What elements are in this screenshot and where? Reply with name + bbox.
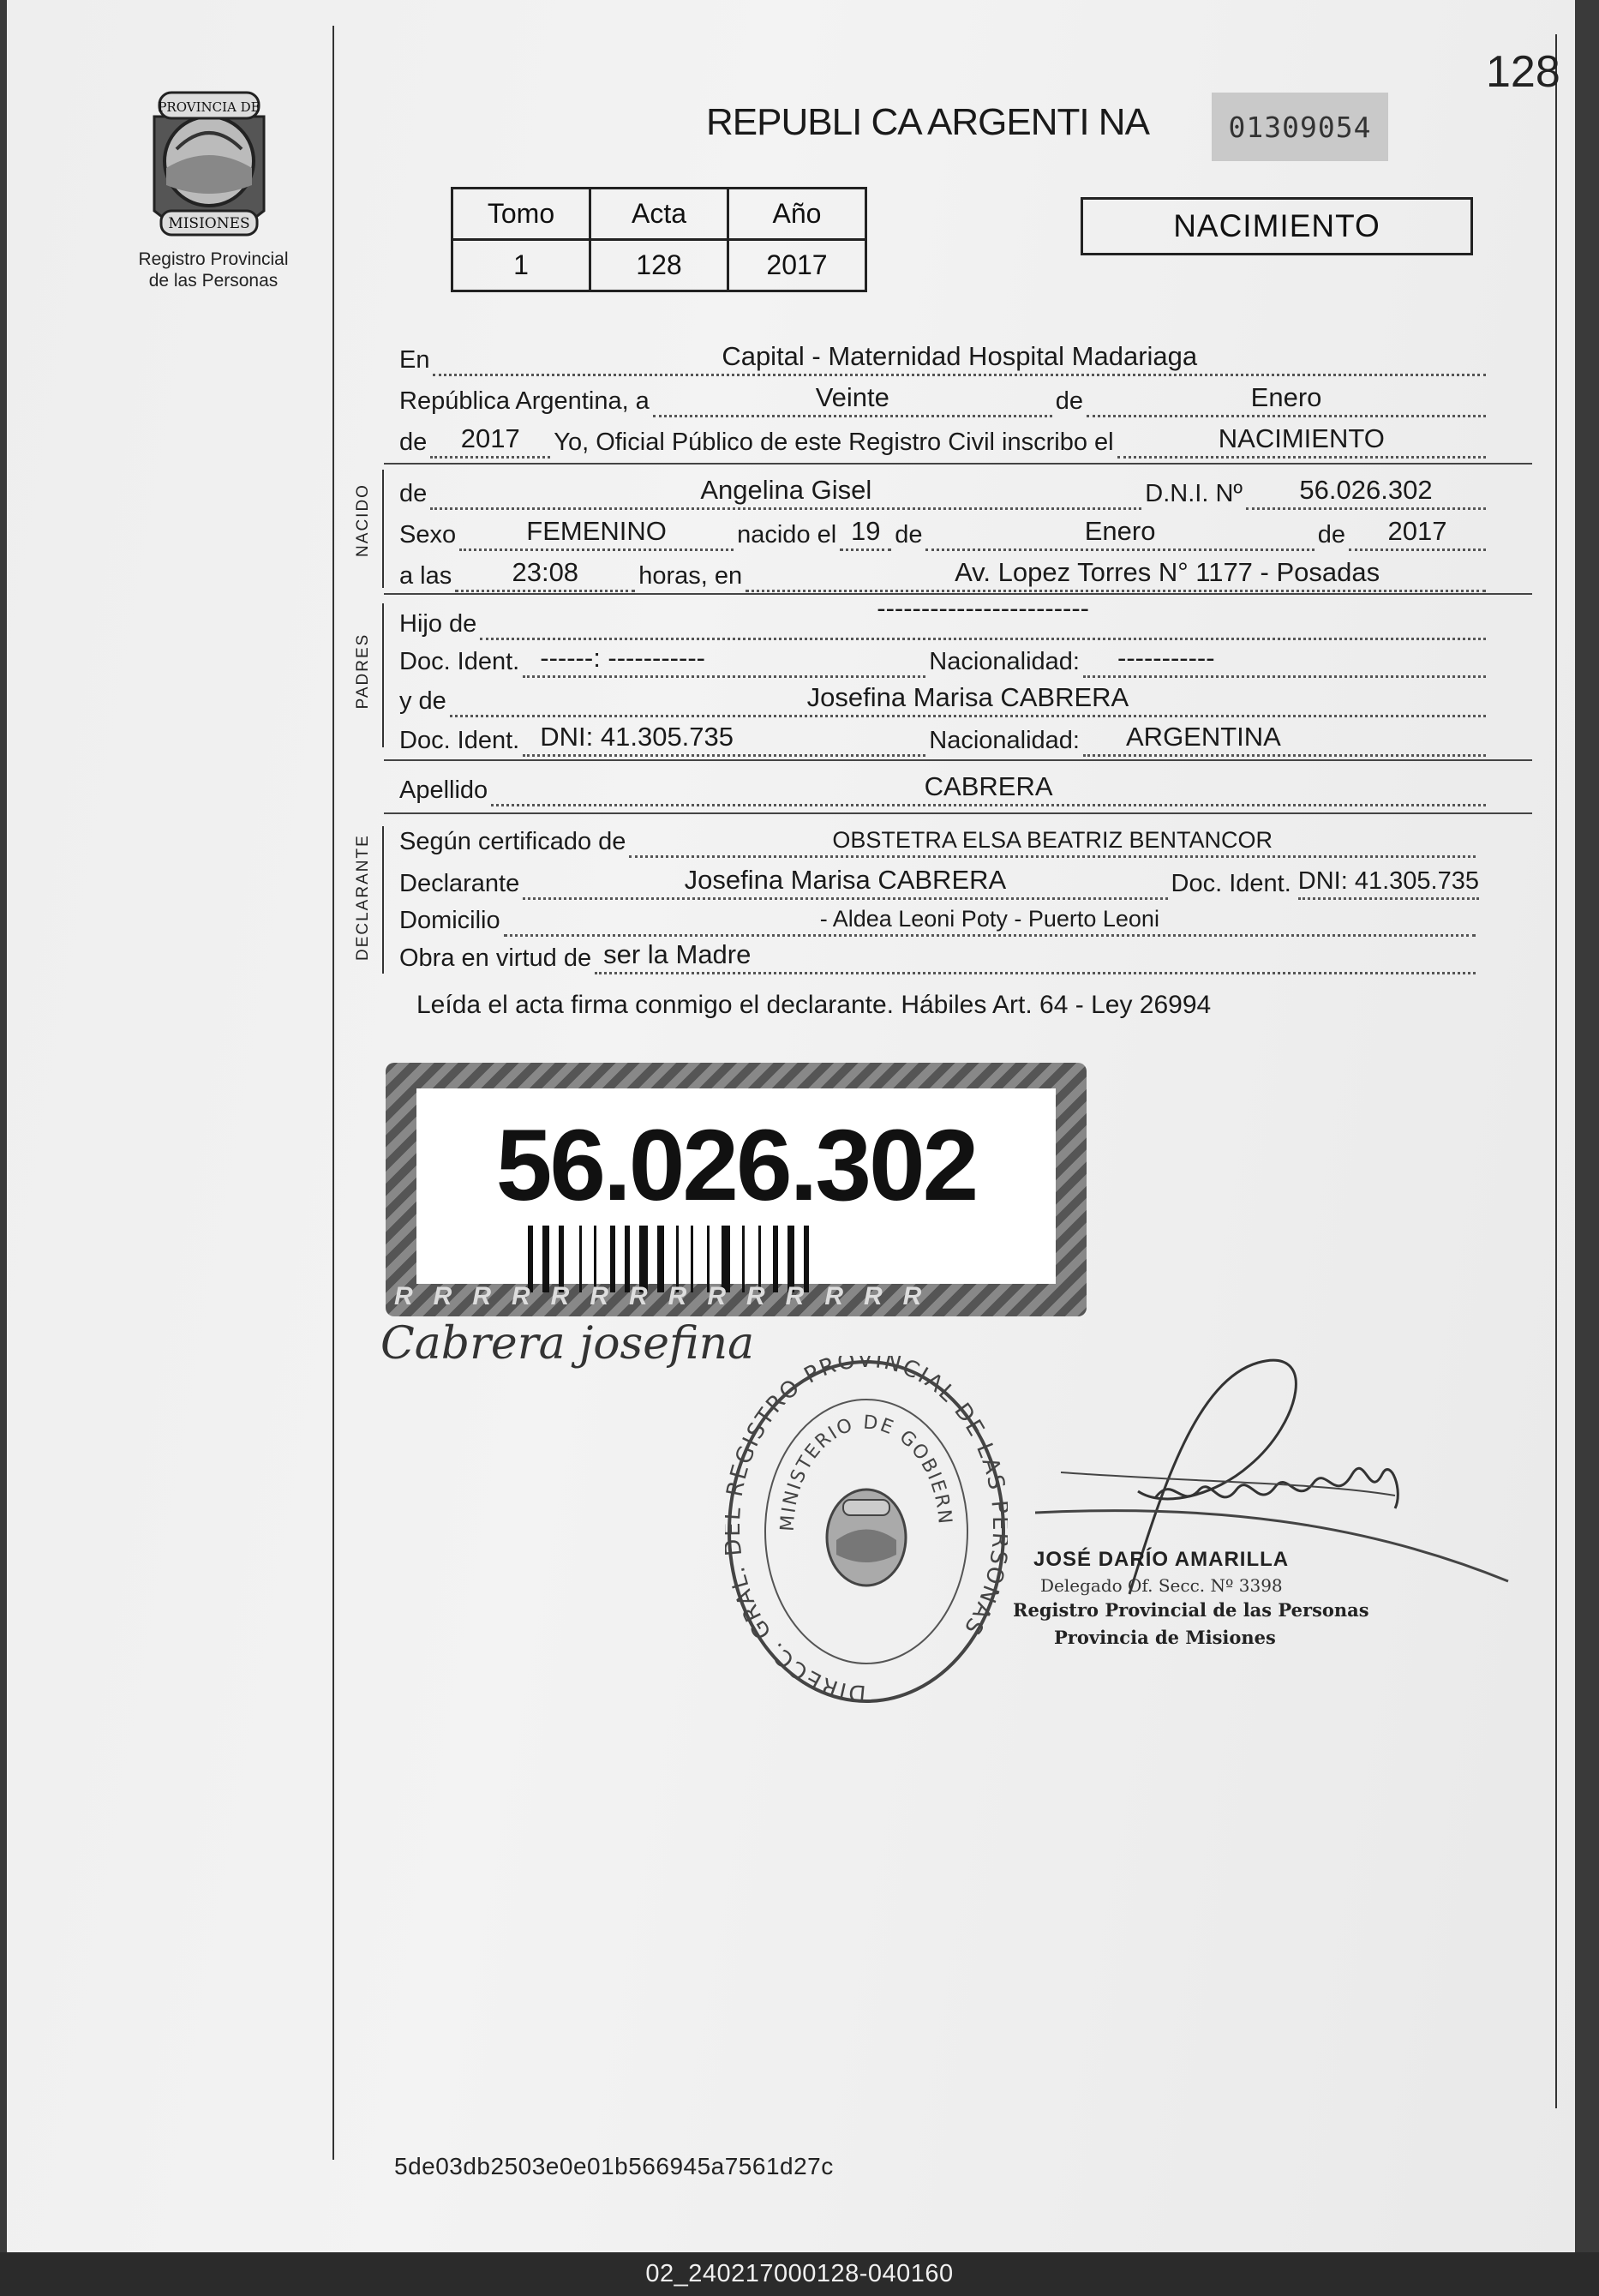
de-label: de xyxy=(1055,387,1084,415)
reference-table-values xyxy=(452,240,866,291)
declarante-bracket xyxy=(382,826,384,974)
seal-outer-text: DIRECC. GRAL. EGISTRO PROVINCIAL DE LAS ONAS xyxy=(725,1356,1008,1706)
dni-barcode-card xyxy=(386,1063,1087,1316)
divider xyxy=(384,759,1532,761)
declarante-doc-value: DNI: 41.305.735 xyxy=(1298,867,1479,900)
apellido-row xyxy=(399,771,1489,806)
father-name-value: ------------------------ xyxy=(877,593,1090,623)
horas-label: horas, en xyxy=(638,562,743,590)
mother-nationality-value: ARGENTINA xyxy=(1126,722,1281,752)
intro-place-row xyxy=(399,341,1489,376)
ref-header-ano: Año xyxy=(728,189,866,240)
logo-bottom-text: MISIONES xyxy=(168,215,250,232)
declarante-capacity-row xyxy=(399,939,1479,974)
official-name: JOSÉ DARÍO AMARILLA xyxy=(1033,1548,1290,1571)
apellido-label: Apellido xyxy=(399,776,488,804)
serial-number: 01309054 xyxy=(1212,93,1388,161)
birth-day-value: 19 xyxy=(850,516,881,546)
en-label: En xyxy=(399,346,430,374)
nacido-time-row xyxy=(399,557,1489,592)
declarante-address-row xyxy=(399,907,1479,937)
issuer-name-line2: de las Personas xyxy=(148,271,278,291)
padres-mother-row xyxy=(399,682,1489,717)
issuer-name xyxy=(125,249,302,291)
father-doc-value: ------: ----------- xyxy=(540,643,705,673)
official-seal xyxy=(725,1356,1008,1712)
section-label-declarante: DECLARANTE xyxy=(354,834,372,961)
section-label-padres: PADRES xyxy=(354,632,372,710)
child-name-value: Angelina Gisel xyxy=(700,475,872,505)
seal-inner-text: MINISTERIO DE GOBIERN xyxy=(776,1412,956,1532)
nacido-sex-row xyxy=(399,516,1489,551)
declarante-name-value: Josefina Marisa CABRERA xyxy=(684,865,1007,895)
official-title: Delegado Of. Secc. Nº 3398 xyxy=(1040,1575,1283,1596)
declarante-doc-label: Doc. Ident. xyxy=(1171,870,1291,897)
file-code-bar: 02_240217000128-040160 xyxy=(0,2252,1599,2296)
seal-crest-icon xyxy=(827,1490,906,1586)
address-value: - Aldea Leoni Poty - Puerto Leoni xyxy=(819,906,1159,932)
mother-nac-label: Nacionalidad: xyxy=(929,727,1080,754)
left-margin-line xyxy=(332,26,334,2160)
father-nac-label: Nacionalidad: xyxy=(929,648,1080,675)
reference-table-header xyxy=(452,189,866,240)
nacido-de-label: de xyxy=(399,480,428,507)
declarante-cert-row xyxy=(399,828,1479,858)
cert-label: Según certificado de xyxy=(399,828,626,855)
sexo-label: Sexo xyxy=(399,521,457,549)
year-value: 2017 xyxy=(460,423,520,453)
ref-header-tomo: Tomo xyxy=(452,189,590,240)
province-logo xyxy=(142,82,276,238)
sexo-value: FEMENINO xyxy=(526,516,667,546)
statement-text: Yo, Oficial Público de este Registro Civil inscribo el xyxy=(554,429,1114,456)
country-title: REPUBLI CA ARGENTI NA xyxy=(706,101,1149,143)
right-margin-line xyxy=(1555,34,1557,2108)
security-pattern: RRRRRRRRRRRRRR xyxy=(394,1282,943,1310)
birth-place-value: Av. Lopez Torres N° 1177 - Posadas xyxy=(955,557,1380,587)
nacido-el-label: nacido el xyxy=(737,521,837,549)
alas-label: a las xyxy=(399,562,452,590)
page-number: 128 xyxy=(1486,47,1560,97)
declarante-label: Declarante xyxy=(399,870,520,897)
place-value: Capital - Maternidad Hospital Madariaga xyxy=(722,341,1198,371)
nacido-name-row xyxy=(399,475,1489,510)
capacity-value: ser la Madre xyxy=(603,939,752,969)
child-dni-value: 56.026.302 xyxy=(1299,475,1433,505)
republica-label: República Argentina, a xyxy=(399,387,650,415)
divider xyxy=(384,812,1532,814)
handwritten-name: Cabrera josefina xyxy=(380,1318,755,1370)
section-label-nacido: NACIDO xyxy=(354,483,372,557)
intro-date-row xyxy=(399,382,1489,417)
hijo-de-label: Hijo de xyxy=(399,610,477,638)
certificate-value: OBSTETRA ELSA BEATRIZ BENTANCOR xyxy=(832,827,1273,853)
padres-mother-doc-row xyxy=(399,722,1489,757)
ref-value-acta: 128 xyxy=(590,240,728,291)
yde-label: y de xyxy=(399,687,446,715)
divider xyxy=(384,463,1532,465)
logo-top-text: PROVINCIA DE xyxy=(158,99,261,115)
day-words-value: Veinte xyxy=(815,382,889,412)
official-office: Registro Provincial de las Personas xyxy=(1013,1599,1369,1621)
mother-doc-value: DNI: 41.305.735 xyxy=(540,722,734,752)
month-value: Enero xyxy=(1250,382,1322,412)
domicilio-label: Domicilio xyxy=(399,907,500,934)
act-value: NACIMIENTO xyxy=(1218,423,1385,453)
nacido-bracket xyxy=(382,470,384,588)
official-province: Provincia de Misiones xyxy=(1054,1627,1276,1648)
father-doc-label: Doc. Ident. xyxy=(399,648,520,675)
certificate-page xyxy=(7,0,1575,2252)
padres-father-row xyxy=(399,593,1489,640)
birth-year-value: 2017 xyxy=(1387,516,1447,546)
ref-header-acta: Acta xyxy=(590,189,728,240)
birth-month-value: Enero xyxy=(1084,516,1156,546)
dni-label: D.N.I. Nº xyxy=(1145,480,1243,507)
mother-doc-label: Doc. Ident. xyxy=(399,727,520,754)
record-type: NACIMIENTO xyxy=(1081,197,1473,255)
birth-time-value: 23:08 xyxy=(512,557,579,587)
declarante-name-row xyxy=(399,867,1479,900)
nacido-de3-label: de xyxy=(1317,521,1345,549)
ref-value-tomo: 1 xyxy=(452,240,590,291)
intro-statement-row xyxy=(399,423,1489,459)
document-hash: 5de03db2503e0e01b566945a7561d27c xyxy=(394,2153,834,2179)
de2-label: de xyxy=(399,429,428,456)
issuer-name-line1: Registro Provincial xyxy=(138,249,289,269)
reference-table xyxy=(451,187,867,292)
ref-value-ano: 2017 xyxy=(728,240,866,291)
closing-text: Leída el acta firma conmigo el declarante. Hábiles Art. 64 - Ley 26994 xyxy=(416,991,1212,1019)
father-nationality-value: ----------- xyxy=(1117,643,1215,673)
obra-label: Obra en virtud de xyxy=(399,944,592,972)
dni-big-number: 56.026.302 xyxy=(495,1109,977,1222)
padres-father-doc-row xyxy=(399,643,1489,678)
apellido-value: CABRERA xyxy=(924,771,1053,801)
mother-name-value: Josefina Marisa CABRERA xyxy=(806,682,1129,712)
padres-bracket xyxy=(382,603,384,747)
nacido-de2-label: de xyxy=(895,521,923,549)
